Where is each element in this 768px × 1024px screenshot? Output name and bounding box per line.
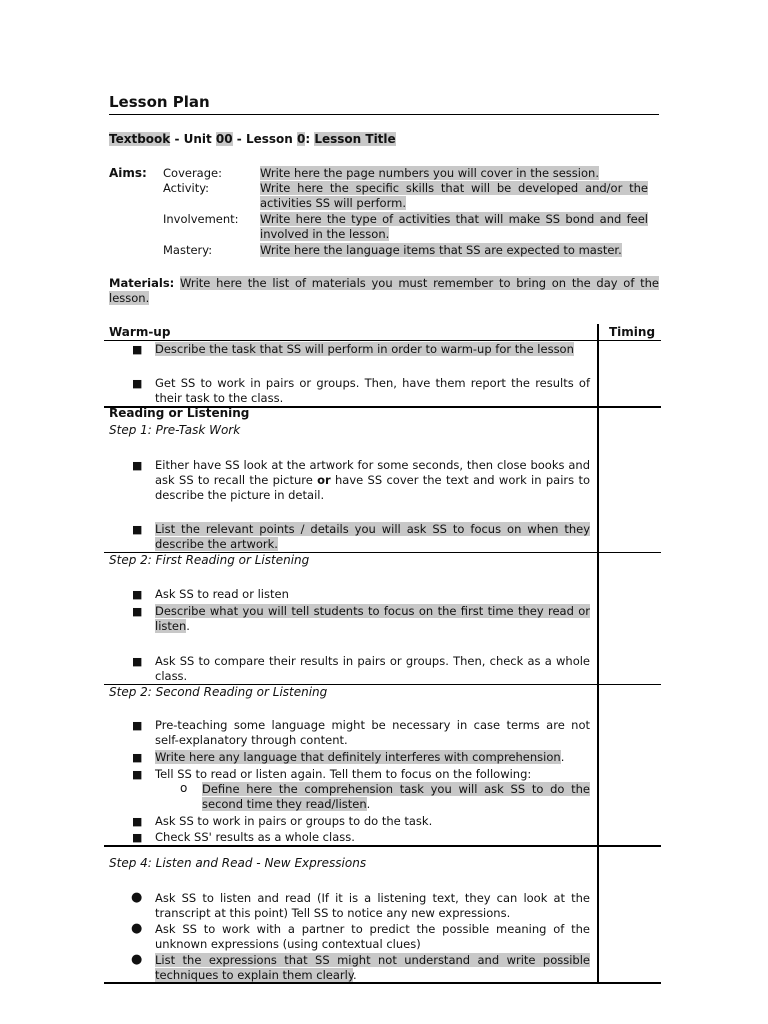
materials-label: Materials: bbox=[109, 276, 175, 290]
section-rule bbox=[104, 845, 661, 847]
timing-header: Timing bbox=[609, 325, 656, 339]
list-item bbox=[155, 342, 590, 357]
bullet-icon: ■ bbox=[132, 751, 143, 764]
warmup-title: Warm-up bbox=[109, 325, 171, 339]
list-item bbox=[155, 604, 590, 634]
aim-value-text: Write here the language items that SS are expected to master. bbox=[260, 243, 622, 257]
step-title: Step 2: Second Reading or Listening bbox=[109, 685, 328, 699]
list-item-emphasis: or bbox=[317, 473, 331, 487]
list-item-text: List the expressions that SS might not understand and write possible techniques to explain them clearly bbox=[155, 953, 590, 982]
subtitle-sep: - Lesson bbox=[232, 132, 297, 146]
list-item bbox=[155, 522, 590, 552]
title-divider bbox=[109, 114, 659, 115]
bullet-icon: ■ bbox=[132, 655, 143, 668]
bullet-icon: ■ bbox=[132, 768, 143, 781]
bullet-icon: ■ bbox=[132, 343, 143, 356]
list-item-text: . bbox=[560, 750, 565, 764]
bullet-icon: ■ bbox=[132, 831, 143, 844]
list-item: Pre-teaching some language might be necessary in case terms are not self-explanatory through content. bbox=[155, 718, 590, 747]
bullet-icon: ■ bbox=[132, 377, 143, 390]
list-item-text: Write here any language that definitely interferes with comprehension bbox=[155, 750, 561, 764]
unit-number: 00 bbox=[215, 132, 233, 146]
aim-key: Coverage: bbox=[163, 166, 222, 180]
list-item bbox=[155, 953, 590, 983]
materials bbox=[109, 276, 659, 306]
list-item: Get SS to work in pairs or groups. Then, have them report the results of their task to the class. bbox=[155, 376, 590, 405]
step-title: Step 2: First Reading or Listening bbox=[109, 553, 310, 567]
lesson-subtitle bbox=[109, 132, 396, 146]
aim-value bbox=[260, 212, 648, 242]
list-item bbox=[155, 458, 590, 503]
bullet-icon: ● bbox=[131, 890, 143, 905]
list-item-text: Define here the comprehension task you will ask SS to do the second time they read/listen bbox=[202, 782, 590, 811]
bullet-icon: ■ bbox=[132, 459, 143, 472]
lesson-title: Lesson Title bbox=[314, 132, 396, 146]
header-rule bbox=[104, 340, 661, 341]
aim-value bbox=[260, 243, 648, 258]
aim-value-text: Write here the page numbers you will cover in the session. bbox=[260, 166, 599, 180]
list-item: Tell SS to read or listen again. Tell them to focus on the following: bbox=[155, 767, 532, 781]
bullet-icon: ■ bbox=[132, 605, 143, 618]
list-item: Ask SS to work in pairs or groups to do the task. bbox=[155, 814, 433, 828]
aim-key: Involvement: bbox=[163, 212, 239, 226]
lesson-number: 0 bbox=[297, 132, 306, 146]
subtitle-sep: : bbox=[305, 132, 315, 146]
list-item: Ask SS to compare their results in pairs or groups. Then, check as a whole class. bbox=[155, 654, 590, 683]
list-item: Ask SS to work with a partner to predict the possible meaning of the unknown expressions (using contextual clues) bbox=[155, 922, 590, 951]
aim-key: Mastery: bbox=[163, 243, 213, 257]
bullet-icon: ■ bbox=[132, 815, 143, 828]
list-item-text: . bbox=[366, 797, 371, 811]
bullet-icon: ● bbox=[131, 921, 143, 936]
aim-value-text: Write here the specific skills that will be developed and/or the activities SS will perform. bbox=[260, 181, 648, 210]
aim-value bbox=[260, 181, 648, 211]
bullet-icon: ■ bbox=[132, 523, 143, 536]
aims-label: Aims: bbox=[109, 166, 147, 180]
sub-list-item bbox=[202, 782, 590, 812]
list-item: Ask SS to listen and read (If it is a listening text, they can look at the transcript at this point) Tell SS to notice any new expressions. bbox=[155, 891, 590, 920]
list-item-text: have SS cover the text and work in pairs to describe the picture in detail. bbox=[155, 473, 590, 502]
aim-value-text: Write here the type of activities that will make SS bond and feel involved in the lesson. bbox=[260, 212, 648, 241]
list-item-text: Either have SS look at the artwork for some seconds, then close books and ask SS to recall the picture bbox=[155, 458, 590, 487]
timing-column-divider bbox=[597, 324, 599, 984]
list-item: Ask SS to read or listen bbox=[155, 587, 289, 601]
bullet-icon: ■ bbox=[132, 719, 143, 732]
subtitle-sep: - Unit bbox=[170, 132, 216, 146]
bullet-icon: ■ bbox=[132, 588, 143, 601]
list-item-text: Describe what you will tell students to focus on the first time they read or listen bbox=[155, 604, 590, 633]
step-title: Step 1: Pre-Task Work bbox=[109, 423, 241, 437]
step-title: Step 4: Listen and Read - New Expressions bbox=[109, 856, 367, 870]
bullet-icon: ● bbox=[131, 952, 143, 967]
aim-key: Activity: bbox=[163, 181, 210, 195]
list-item-text: . bbox=[353, 968, 357, 982]
textbook-label: Textbook bbox=[109, 132, 171, 146]
materials-value: Write here the list of materials you must remember to bring on the day of the lesson. bbox=[109, 276, 659, 305]
list-item: Check SS' results as a whole class. bbox=[155, 830, 355, 844]
list-item-text: . bbox=[186, 619, 190, 633]
list-item bbox=[155, 750, 590, 765]
aim-value bbox=[260, 166, 648, 181]
list-item-text: List the relevant points / details you will ask SS to focus on when they describe the artwork. bbox=[155, 522, 590, 551]
sub-bullet-icon: o bbox=[180, 781, 188, 795]
reading-title: Reading or Listening bbox=[109, 406, 250, 420]
list-item-text: Describe the task that SS will perform in order to warm-up for the lesson bbox=[155, 342, 574, 356]
page-title: Lesson Plan bbox=[109, 93, 210, 111]
